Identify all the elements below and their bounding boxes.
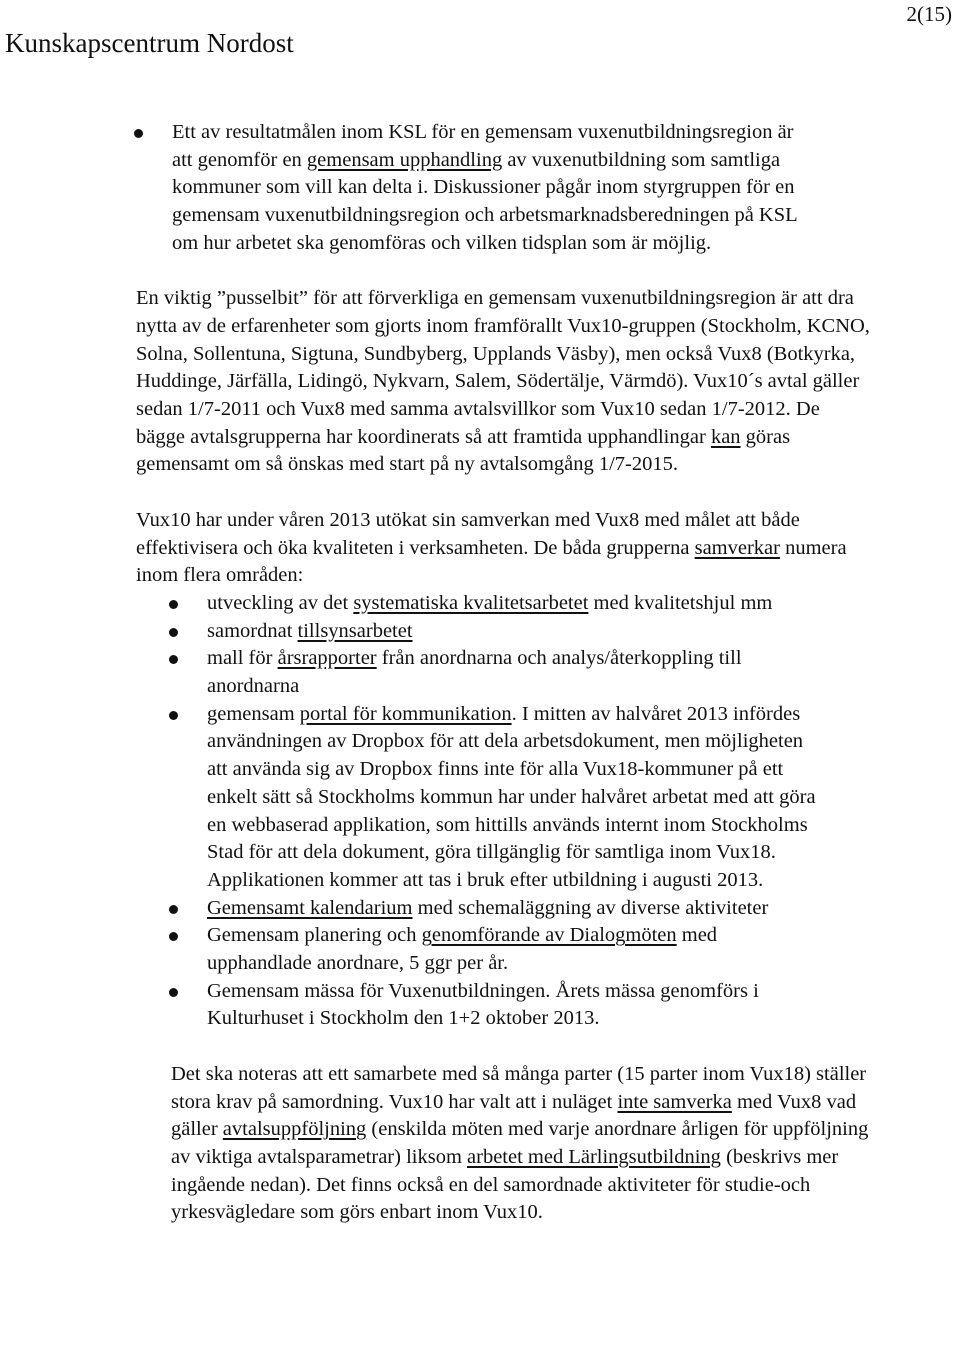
- underlined-term: gemensam upphandling: [306, 148, 503, 171]
- text-span: med kvalitetshjul mm: [588, 591, 773, 614]
- underlined-term: portal för kommunikation: [299, 702, 512, 725]
- intro-bullet-list: [101, 119, 801, 258]
- text-span: utveckling av det: [207, 591, 354, 614]
- text-span: Ett av resultatmålen inom KSL för en gemensam vuxenutbildningsregion är att genomför en: [172, 121, 794, 171]
- paragraph-samordning: [136, 1061, 871, 1227]
- text-span: från anordnarna och analys/återkoppling till anordnarna: [207, 647, 742, 698]
- paragraph-samverkan: [136, 507, 871, 590]
- text-span: med Vux8 vad gäller: [171, 1090, 857, 1141]
- spacer: [136, 1033, 956, 1061]
- list-item: [136, 590, 826, 618]
- document-body: [136, 119, 956, 1227]
- text-span: av vuxenutbildning som samtliga kommuner som vill kan delta i. Diskussioner pågår inom styrgruppen för en gemensam vuxenutbildningsregion och arbetsmarknadsberedningen på KSL om hur arbetet ska genomföras och vilken tidsplan som är möjlig.: [172, 148, 797, 254]
- text-span: mall för: [207, 647, 278, 670]
- text-span: Vux10 har under våren 2013 utökat sin samverkan med Vux8 med målet att både effektivisera och öka kvaliteten i verksamheten. De båda grupperna: [136, 508, 800, 559]
- text-span: med schemaläggning av diverse aktiviteter: [412, 896, 769, 919]
- text-span: gemensam: [207, 702, 300, 725]
- underlined-term: samverkar: [694, 536, 780, 559]
- text-span: (enskilda möten med varje anordnare årligen för uppföljning av viktiga avtalsparametrar) liksom: [171, 1118, 869, 1168]
- list-item: [136, 895, 826, 923]
- underlined-term: kan: [710, 425, 741, 448]
- page-number: 2(15): [906, 2, 952, 26]
- text-span: numera inom flera områden:: [136, 536, 847, 587]
- list-item: [136, 978, 826, 1033]
- underlined-term: arbetet med Lärlingsutbildning: [467, 1145, 721, 1168]
- list-item: [136, 618, 826, 646]
- spacer: [136, 479, 956, 507]
- underlined-term: inte samverka: [617, 1090, 732, 1113]
- text-span: . I mitten av halvåret 2013 infördes användningen av Dropbox för att dela arbetsdokument, men möjligheten att använda sig av Dropbox finns inte för alla Vux18-kommuner på ett enkelt sätt så Stockholms kommun har under halvåret arbetat med att göra en webbaserad applikation, som hittills används internt inom Stockholms Stad för att dela dokument, göra tillgänglig för samtliga inom Vux18. Applikationen kommer att tas i bruk efter utbildning i augusti 2013.: [207, 702, 816, 891]
- underlined-term: Gemensamt kalendarium: [207, 896, 413, 919]
- text-span: Gemensam planering och: [207, 924, 422, 947]
- text-span: Gemensam mässa för Vuxenutbildningen. Årets mässa genomförs i Kulturhuset i Stockholm den 1+2 oktober 2013.: [207, 979, 759, 1030]
- underlined-term: genomförande av Dialogmöten: [421, 924, 677, 947]
- text-span: med upphandlade anordnare, 5 ggr per år.: [207, 924, 718, 975]
- areas-list: [136, 590, 826, 1033]
- list-item: [136, 701, 826, 895]
- underlined-term: systematiska kvalitetsarbetet: [353, 591, 589, 614]
- underlined-term: tillsynsarbetet: [297, 619, 413, 642]
- paragraph-vuxenutbildningsregion: [136, 285, 871, 479]
- underlined-term: årsrapporter: [277, 647, 377, 670]
- text-span: Det ska noteras att ett samarbete med så många parter (15 parter inom Vux18) ställer stora krav på samordning. Vux10 har valt att i nuläget: [171, 1062, 867, 1113]
- text-span: En viktig ”pusselbit” för att förverkliga en gemensam vuxenutbildningsregion är att dra nytta av de erfarenheter som gjorts inom framförallt Vux10-gruppen (Stockholm, KCNO, Solna, Sollentuna, Sigtuna, Sundbyberg, Upplands Väsby), men också Vux8 (Botkyrka, Huddinge, Järfälla, Lidingö, Nykvarn, Salem, Södertälje, Värmdö). Vux10´s avtal gäller sedan 1/7-2011 och Vux8 med samma avtalsvillkor som Vux10 sedan 1/7-2012. De bägge avtalsgrupperna har koordinerats så att framtida upphandlingar: [136, 287, 870, 448]
- text-span: (beskrivs mer ingående nedan). Det finns också en del samordnade aktiviteter för studie-och yrkesvägledare som görs enbart inom Vux10.: [171, 1145, 839, 1224]
- organization-title: Kunskapscentrum Nordost: [5, 28, 294, 58]
- list-item: [136, 922, 826, 977]
- text-span: samordnat: [207, 619, 298, 642]
- text-span: göras gemensamt om så önskas med start på ny avtalsomgång 1/7-2015.: [136, 425, 791, 476]
- spacer: [136, 258, 956, 286]
- list-item: [101, 119, 801, 258]
- underlined-term: avtalsuppföljning: [222, 1118, 367, 1141]
- list-item: [136, 645, 826, 700]
